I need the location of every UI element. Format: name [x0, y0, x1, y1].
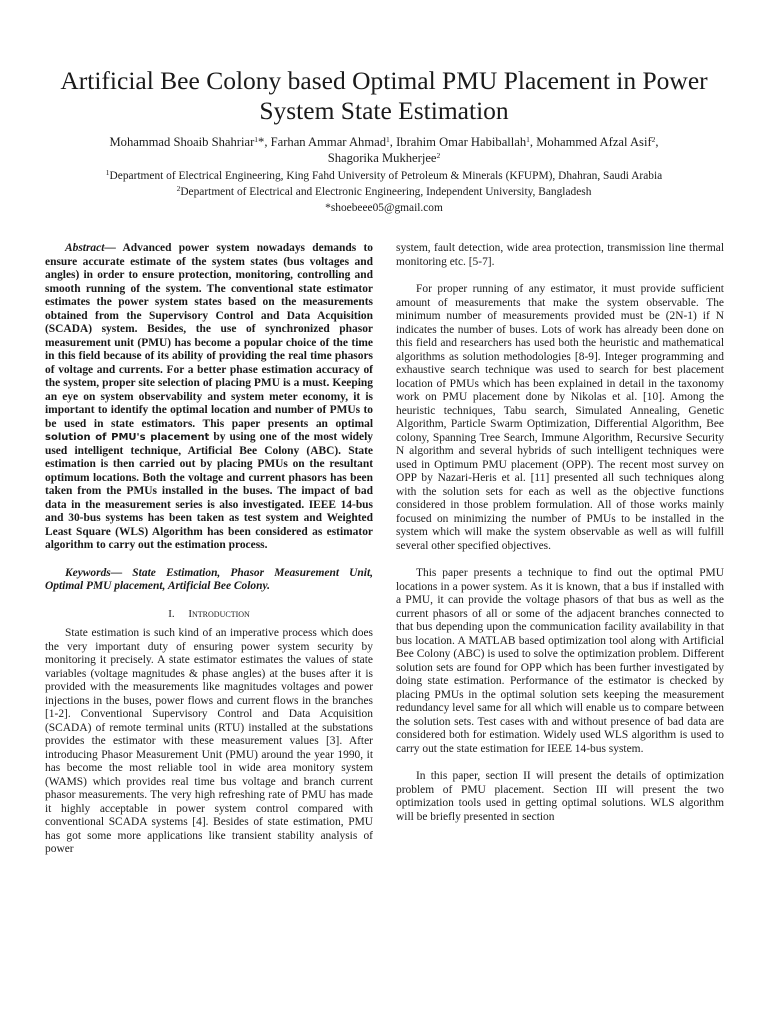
- abstract-text-b: by using one of the most widely used intelligent technique, Artificial Bee Colony (ABC). State estimation is then carried out by placing PMUs on the resultant optimum locations. Both the voltage and current phasors has been taken from the PMUs installed in the buses. The impact of bad data in the measurement series is also investigated. IEEE 14-bus and 30-bus systems has been taken as test system and Weighted Least Square (WLS) Algorithm has been considered as estimator algorithm to carry out the estimation process.: [45, 431, 373, 551]
- title-line-1: Artificial Bee Colony based Optimal PMU Placement in Power: [60, 66, 708, 95]
- intro-paragraph-1: State estimation is such kind of an imperative process which does the very important duty of ensuring power system security by monitoring it precisely. A state estimator estimates the values of state variables (voltage magnitudes & phase angles) at the buses after it is provided with the measurements like magnitudes voltages and power injections in the buses, power flows and current flows in the branches [1-2]. Conventional Supervisory Control and Data Acquisition (SCADA) of remote terminal units (RTU) installed at the substations provides the estimator with these measurement values [3]. After introducing Phasor Measurement Unit (PMU) around the year 1990, it has become the most reliable tool in wide area monitory system (WAMS) which provides real time bus voltage and branch current phasor measurements. The very high refreshing rate of PMU has made it highly acceptable in power system control compared with conventional SCADA systems [4]. Besides of state estimation, PMU has got some more applications like transient stability analysis of power: [45, 627, 373, 855]
- intro-paragraph-continued: system, fault detection, wide area protection, transmission line thermal monitoring etc. [5-7].: [396, 242, 724, 268]
- affiliation-1: [40, 168, 728, 184]
- right-column: [396, 242, 724, 838]
- section-title: Introduction: [188, 607, 250, 620]
- abstract-text-a: Advanced power system nowadays demands to ensure accurate estimate of the system states (bus voltages and angles) in order to ensure protection, monitoring, controlling and smooth running of the system. The conventional state estimator estimates the power system states based on the measurements obtained from the Supervisory Control and Data Acquisition (SCADA) system. Besides, the use of synchronized phasor measurement unit (PMU) has become a popular choice of the time in this field because of its ability of providing the real time phasors of voltage and currents. For a better phase estimation accuracy of the system, proper site selection of placing PMU is a must. Keeping an eye on system observability and system meter economy, it is important to identify the optimal location and number of PMUs to be used in state estimators. This paper presents an optimal: [45, 242, 373, 430]
- author-4-comma: ,: [655, 135, 659, 149]
- intro-paragraph-4: In this paper, section II will present the details of optimization problem of PMU placement. Section III will present the two optimization tools used in getting optimal solutions. WLS algorithm will be briefly presented in section: [396, 770, 724, 823]
- author-line-2: [40, 150, 728, 166]
- contact-email: *shoebeee05@gmail.com: [325, 202, 443, 214]
- affiliations: [40, 168, 728, 216]
- author-1: Mohammad Shoaib Shahriar: [109, 135, 255, 149]
- section-heading-introduction: [45, 608, 373, 622]
- author-1-affil: 1: [254, 135, 259, 144]
- author-2-affil: 1: [386, 135, 390, 144]
- author-2: Farhan Ammar Ahmad: [270, 135, 387, 149]
- intro-paragraph-3: This paper presents a technique to find out the optimal PMU locations in a power system. As it is known, that a bus if installed with a PMU, it can provide the voltage phasors of that bus as well as the current phasors of all or some of the adjacent branches connected to that bus depending upon the communication facility availability in that bus location. A MATLAB based optimization tool along with Artificial Bee Colony (ABC) is used to solve the optimization problem. Different solution sets are found for OPP which has been further investigated by doing state estimation. Performance of the estimator is checked by placing PMUs in the optimal solution sets keeping the measurement redundancy level same for all which will enable us to compare between the solution sets. Test cases with and without presence of bad data are considered both for estimation. Widely used WLS algorithm is used to carry out the state estimation for IEEE 14-bus system.: [396, 567, 724, 755]
- affiliation-2-sup: 2: [176, 184, 181, 193]
- author-line-1: [40, 134, 728, 150]
- affiliation-2-text: Department of Electrical and Electronic Engineering, Independent University, Bangladesh: [180, 186, 592, 198]
- title-line-2: System State Estimation: [259, 96, 509, 125]
- keywords: Keywords— State Estimation, Phasor Measurement Unit, Optimal PMU placement, Artificial Bee Colony.: [45, 566, 373, 592]
- author-4: , Mohammed Afzal Asif: [529, 135, 652, 149]
- author-3-affil: 1: [526, 135, 530, 144]
- author-1-star: *,: [258, 135, 271, 149]
- intro-paragraph-2: For proper running of any estimator, it must provide sufficient amount of measurements that make the system observable. The minimum number of measurements provided must be (2N-1) if N indicates the number of buses. Lots of work has already been done on this field and researchers has used both the heuristic and mathematical algorithms as solution methodologies [8-9]. Integer programming and exhaustive search technique was used to search for best placement location of PMUs which has been explained in detail in the taxonomy work on PMU placement done by Nikolas et al. [10]. Among the heuristic techniques, Tabu search, Simulated Annealing, Genetic Algorithm, Particle Swarm Optimization, Differential Algorithm, Bee colony, Spanning Tree Search, Immune Algorithm, Recursive Security N algorithm and several hybrids of such intelligent techniques were used in Optimum PMU placement (OPP). The recent most survey on OPP by Nazari-Heris et al. [11] presented all such techniques along with the solution sets for each as well as the objective functions considered in those problem formulation. All of those works mainly focused on minimizing the number of PMUs to be installed in the system which will make the system observable as well as will fulfill several other specified objectives.: [396, 283, 724, 552]
- author-3: , Ibrahim Omar Habiballah: [389, 135, 527, 149]
- author-list: [40, 134, 728, 166]
- author-5-affil: 2: [436, 151, 441, 160]
- affiliation-2: [40, 184, 728, 200]
- abstract-dash: —: [104, 242, 123, 254]
- affiliation-1-sup: 1: [105, 168, 110, 177]
- abstract: [45, 242, 373, 553]
- left-column: [45, 242, 373, 871]
- abstract-text-sans: solution of PMU's placement: [45, 432, 210, 443]
- section-number: I.: [168, 607, 175, 620]
- affiliation-1-text: Department of Electrical Engineering, King Fahd University of Petroleum & Minerals (KFUPM), Dhahran, Saudi Arabia: [109, 170, 663, 182]
- abstract-label: Abstract: [65, 242, 105, 254]
- author-4-affil: 2: [651, 135, 656, 144]
- author-5: Shagorika Mukherjee: [327, 151, 437, 165]
- paper-title: [40, 66, 728, 126]
